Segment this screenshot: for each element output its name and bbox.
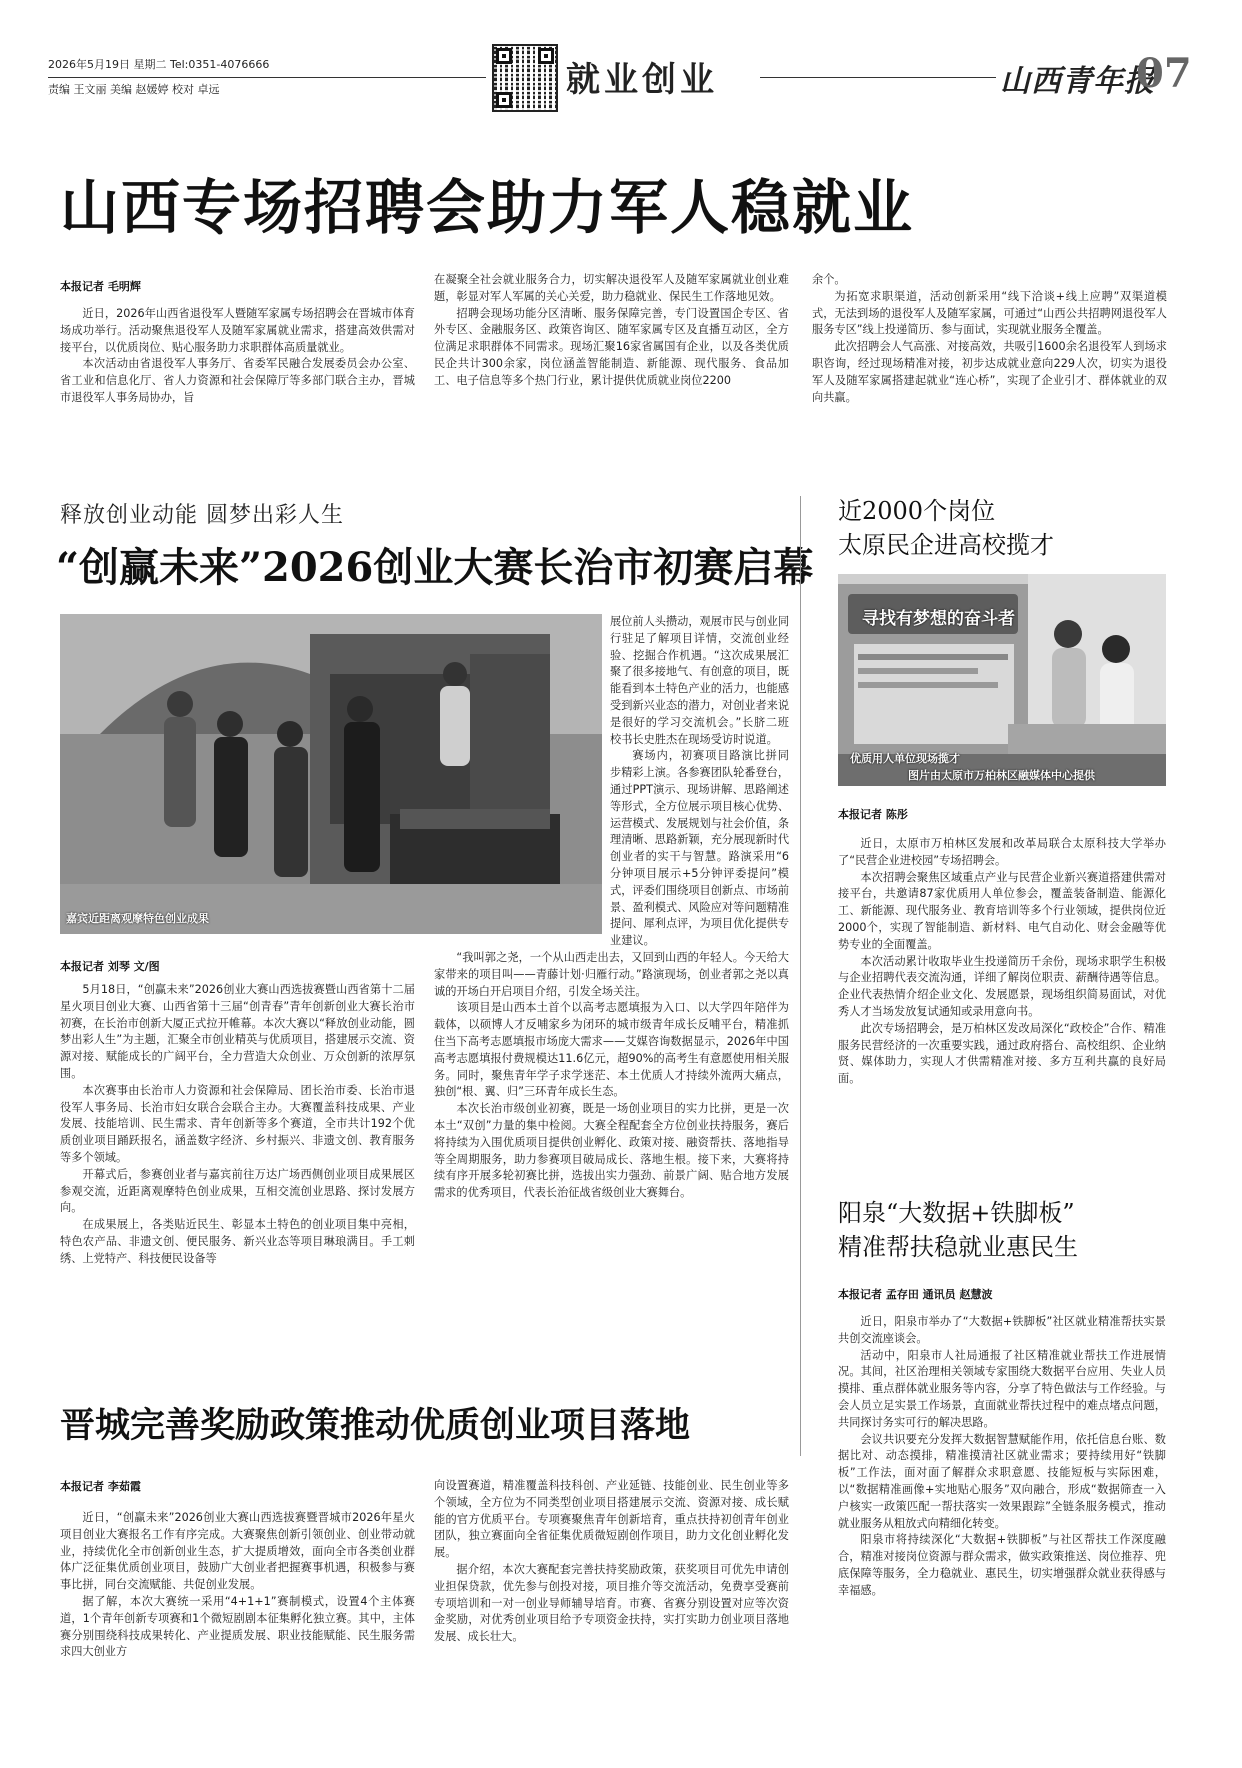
paragraph: 本次长治市级创业初赛，既是一场创业项目的实力比拼，更是一次本土“双创”力量的集中检阅。大赛全程配套全方位创业扶持服务，赛后将持续为入围优质项目提供创业孵化、政策对接、融资帮扶、落地指导等全周期服务，助力参赛项目破局成长、落地生根。接下来，大赛将持续有序开展多轮初赛比拼，选拔出实力强劲、前景广阔、贴合地方发展需求的优秀项目，代表长治征战省级创业大赛舞台。 (434, 1102, 789, 1200)
article2-byline: 本报记者 刘琴 文/图 (60, 960, 160, 973)
article3-title-line1: 近2000个岗位 (838, 497, 996, 525)
header-rule-right (760, 77, 996, 78)
article3-byline: 本报记者 陈彤 (838, 808, 908, 821)
article1-byline: 本报记者 毛明辉 (60, 280, 141, 293)
article3-title-line2: 太原民企进高校揽才 (838, 531, 1054, 559)
article4-byline: 本报记者 孟存田 通讯员 赵慧波 (838, 1288, 993, 1301)
section-name: 就业创业 (566, 60, 718, 100)
paragraph: 近日，太原市万柏林区发展和改革局联合太原科技大学举办了“民营企业进校园”专场招聘会。 (838, 837, 1166, 867)
article3-body (838, 836, 1166, 1088)
article5-col1 (60, 1510, 415, 1661)
article4-title-line2: 精准帮扶稳就业惠民生 (838, 1233, 1078, 1261)
paragraph: 会议共识要充分发挥大数据智慧赋能作用，依托信息台账、数据比对、动态摸排，精准摸清社区就业需求；要持续用好“铁脚板”工作法，面对面了解群众求职意愿、技能短板与实际困难，以“数据精准画像+实地贴心服务”双向融合，形成“数据筛查一入户核实一政策匹配一帮扶落实一效果跟踪”全链条服务模式，推动就业服务从粗放式向精细化转变。 (838, 1432, 1166, 1530)
paragraph: 在凝聚全社会就业服务合力，切实解决退役军人及随军家属就业创业难题，彰显对军人军属的关心关爱，助力稳就业、保民生工作落地见效。 (434, 273, 789, 303)
header-rule-left (48, 77, 486, 78)
paragraph: 本次活动累计收取毕业生投递简历千余份，现场求职学生积极与企业招聘代表交流沟通，详细了解岗位职责、薪酬待遇等信息。企业代表热情介绍企业文化、发展愿景，现场组织简易面试，对优秀人才当场发放复试通知或录用意向书。 (838, 954, 1166, 1018)
paragraph: 据介绍，本次大赛配套完善扶持奖励政策，获奖项目可优先申请创业担保贷款，优先参与创投对接，项目推介等交流活动，免费享受赛前专项培训和一对一创业导师辅导培育。市赛、省赛分别设置对应等次资金奖励，对优秀创业项目给予专项资金扶持，实打实助力创业项目落地发展、成长壮大。 (434, 1562, 789, 1644)
article5-col2 (434, 1478, 789, 1646)
paragraph: 据了解，本次大赛统一采用“4+1+1”赛制模式，设置4个主体赛道，1个青年创新专项赛和1个微短剧剧本征集孵化独立赛。其中，主体赛分别围绕科技成果转化、产业提质发展、职业技能赋能、民生服务需求四大创业方 (60, 1594, 415, 1659)
paragraph: 开幕式后，参赛创业者与嘉宾前往万达广场西侧创业项目成果展区参观交流，近距离观摩特色创业成果，互相交流创业思路、探讨发展方向。 (60, 1167, 415, 1215)
paragraph: 招聘会现场功能分区清晰、服务保障完善，专门设置国企专区、省外专区、金融服务区、政策咨询区、随军家属专区及直播互动区，全方位满足求职群体不同需求。现场汇聚16家省属国有企业，以及各类优质民企共计300余家，岗位涵盖智能制造、新能源、现代服务、食品加工、电子信息等多个热门行业，累计提供优质就业岗位2200 (434, 306, 789, 387)
column-divider (800, 496, 801, 1456)
paragraph: 近日，阳泉市举办了“大数据+铁脚板”社区就业精准帮扶实景共创交流座谈会。 (838, 1315, 1166, 1345)
article2-col-right (434, 614, 789, 1202)
paragraph: 向设置赛道，精准覆盖科技科创、产业延链、技能创业、民生创业等多个领域，全方位为不同类型创业项目搭建展示交流、资源对接、成长赋能的官方优质平台。专项赛聚焦青年创新培育，重点扶持初创青年创业团队，独立赛面向全省征集优质微短剧创作项目，助力文化创业孵化发展。 (434, 1479, 789, 1560)
article2-photo-caption: 嘉宾近距离观摩特色创业成果 (66, 912, 209, 925)
paragraph: 余个。 (812, 273, 846, 286)
article2-kicker: 释放创业动能 圆梦出彩人生 (60, 503, 344, 528)
paragraph: 阳泉市将持续深化“大数据+铁脚板”与社区帮扶工作深度融合，精准对接岗位资源与群众需求，做实政策推送、岗位推荐、兜底保障等服务，全力稳就业、惠民生，切实增强群众就业获得感与幸福感。 (838, 1533, 1166, 1597)
paragraph: 为拓宽求职渠道，活动创新采用“线下洽谈+线上应聘”双渠道模式，无法到场的退役军人及随军家属，可通过“山西公共招聘网退役军人服务专区”线上投递简历、参与面试，实现就业服务全覆盖。 (812, 289, 1167, 337)
article4-title-line1: 阳泉“大数据+铁脚板” (838, 1199, 1075, 1227)
page-number: 07 (1136, 50, 1192, 97)
paragraph: 本次招聘会聚焦区域重点产业与民营企业新兴赛道搭建供需对接平台，共邀请87家优质用人单位参会，覆盖装备制造、能源化工、新能源、现代服务业、教育培训等多个行业领域，提供岗位近2000个，实现了智能制造、新材料、电气自动化、财会金融等优势专业的全面覆盖。 (838, 870, 1166, 951)
paragraph: 5月18日，“创赢未来”2026创业大赛山西选拔赛暨山西省第十二届星火项目创业大赛、山西省第十三届“创青春”青年创新创业大赛长治市初赛，在长治市创新大厦正式拉开帷幕。本次大赛以“释放创业动能，圆梦出彩人生”为主题，汇聚全市创业精英与优质项目，搭建展示交流、资源对接、赋能成长的广阔平台，全力营造大众创业、万众创新的浓厚氛围。 (60, 983, 415, 1080)
qr-code-icon[interactable] (492, 44, 558, 112)
article1-col1 (60, 306, 415, 407)
paragraph: 本次赛事由长治市人力资源和社会保障局、团长治市委、长治市退役军人事务局、长治市妇女联合会联合主办。大赛覆盖科技成果、产业发展、技能培训、民生需求、青年创新等多个赛道，全市共计192个优质创业项目踊跃报名，涵盖数字经济、乡村振兴、非遗文创、教育服务等多个领域。 (60, 1083, 415, 1164)
paragraph: 近日，2026年山西省退役军人暨随军家属专场招聘会在晋城市体育场成功举行。活动聚焦退役军人及随军家属就业需求，搭建高效供需对接平台，以优质岗位、贴心服务助力求职群体高质量就业。 (60, 307, 415, 354)
paragraph: 此次专场招聘会，是万柏林区发改局深化“政校企”合作、精准服务民营经济的一次重要实践，通过政府搭台、高校组织、企业纳贤、媒体助力，实现人才供需精准对接、多方互利共赢的良好局面。 (838, 1021, 1166, 1086)
article1-col2 (434, 272, 789, 390)
article3-photo (838, 574, 1166, 786)
paragraph: 展位前人头攒动，观展市民与创业同行驻足了解项目详情，交流创业经验、挖掘合作机遇。“这次成果展汇聚了很多接地气、有创意的项目，既能看到本土特色产业的活力，也能感受到新兴业态的潜力，对创业者来说是很好的学习交流机会。”长脐二班校书长史胜杰在现场受访时说道。 (610, 615, 790, 746)
article3-photo-caption1: 优质用人单位现场揽才 (850, 752, 960, 765)
article3-photo-caption2: 图片由太原市万柏林区融媒体中心提供 (908, 769, 1095, 782)
article2-col-left (60, 982, 415, 1268)
masthead-logo: 山西青年报 (1000, 64, 1155, 99)
article1-title: 山西专场招聘会助力军人稳就业 (60, 173, 915, 242)
article5-byline: 本报记者 李茹霞 (60, 1480, 141, 1493)
article3-photo-sign: 寻找有梦想的奋斗者 (862, 609, 1015, 629)
paragraph: 赛场内，初赛项目路演比拼同步精彩上演。各参赛团队轮番登台，通过PPT演示、现场讲解、思路阐述等形式，全方位展示项目核心优势、运营模式、发展规划与社会价值，条理清晰、思路新颖，充分展现新时代创业者的实干与智慧。路演采用“6分钟项目展示+5分钟评委提问”模式，评委们围绕项目创新点、市场前景、盈利模式、风险应对等问题精准提问、犀利点评，为项目优化提供专业建议。 (610, 749, 790, 948)
paragraph: “我叫郭之尧，一个从山西走出去，又回到山西的年轻人。今天给大家带来的项目叫——青藤计划·归雁行动。”路演现场，创业者郭之尧以真诚的开场白开启项目介绍，引发全场关注。 (434, 950, 789, 998)
paragraph: 此次招聘会人气高涨、对接高效，共吸引1600余名退役军人到场求职咨询，经过现场精准对接，初步达成就业意向229人次，切实为退役军人及随军家属搭建起就业“连心桥”，实现了企业引才、群体就业的双向共赢。 (812, 340, 1167, 404)
article2-title: “创赢未来”2026创业大赛长治市初赛启幕 (56, 544, 814, 591)
article1-col3 (812, 272, 1167, 406)
article5-title: 晋城完善奖励政策推动优质创业项目落地 (60, 1405, 691, 1446)
paragraph: 该项目是山西本土首个以高考志愿填报为入口、以大学四年陪伴为载体，以硕博人才反哺家乡为闭环的城市级青年成长反哺平台，精准抓住当下高考志愿填报市场庞大需求——艾媒咨询数据显示，2026年中国高考志愿填报付费规模达11.6亿元，超90%的高考生有意愿使用相关服务。同时，聚焦青年学子求学迷茫、本土优质人才持续外流两大痛点，独创“根、翼、归”三环青年成长生态。 (434, 1001, 789, 1099)
staff-line: 责编 王文丽 美编 赵媛婷 校对 卓远 (48, 83, 220, 96)
paragraph: 活动中，阳泉市人社局通报了社区精准就业帮扶工作进展情况。其间，社区治理相关领域专家围绕大数据平台应用、失业人员摸排、重点群体就业服务等内容，分享了特色做法与工作经验。与会人员立足实景工作场景，直面就业帮扶过程中的难点堵点问题，共同探讨务实可行的解决思路。 (838, 1348, 1166, 1429)
paragraph: 本次活动由省退役军人事务厅、省委军民融合发展委员会办公室、省工业和信息化厅、省人力资源和社会保障厅等多部门联合主办，晋城市退役军人事务局协办，旨 (60, 357, 415, 404)
col-right-upper (610, 614, 789, 950)
paragraph: 近日，“创赢未来”2026创业大赛山西选拔赛暨晋城市2026年星火项目创业大赛报名工作有序完成。大赛聚焦创新引领创业、创业带动就业，持续优化全市创新创业生态，扩大提质增效，面向全市各类创业群体广泛征集优质创业项目，鼓励广大创业者把握赛事机遇，积极参与赛事比拼，同台交流赋能、共促创业发展。 (60, 1511, 415, 1592)
date-line: 2026年5月19日 星期二 Tel:0351-4076666 (48, 58, 270, 71)
article4-body (838, 1314, 1166, 1600)
paragraph: 在成果展上，各类贴近民生、彰显本土特色的创业项目集中亮相，特色农产品、非遗文创、便民服务、新兴业态等项目琳琅满目。手工刺绣、上党特产、科技便民设备等 (60, 1218, 415, 1265)
